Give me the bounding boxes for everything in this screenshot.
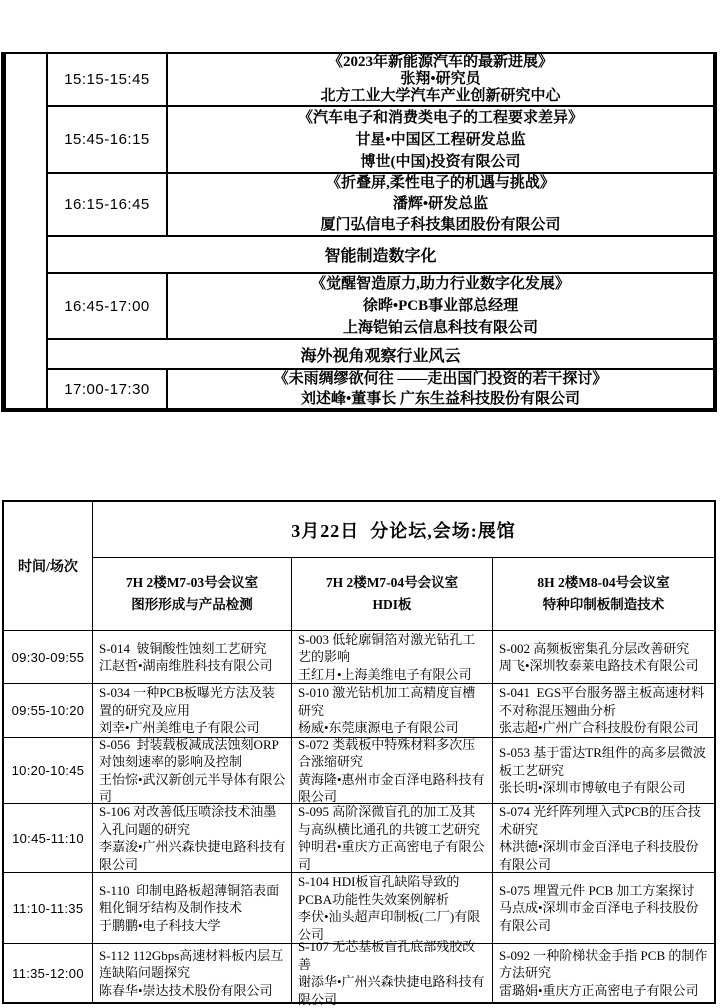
paper-title: S-104 HDI板盲孔缺陷导致的PCBA功能性失效案例解析	[298, 874, 460, 907]
paper-title: S-002 高频板密集孔分层改善研究	[499, 640, 690, 656]
paper-cell	[493, 872, 714, 943]
session-cell	[168, 105, 713, 172]
paper-title: S-056 封装载板减成法蚀刻ORP对蚀刻速率的影响及控制	[99, 736, 279, 769]
talk-title: 《未雨绸缪欲何往 ——走出国门投资的若干探讨》	[273, 371, 608, 387]
paper-title: S-095 高阶深微盲孔的加工及其与高纵横比通孔的共镀工艺研究	[298, 804, 481, 837]
talk-speaker: 刘述峰•董事长 广东生益科技股份有限公司	[300, 391, 580, 407]
talk-org: 北方工业大学汽车产业创新研究中心	[320, 88, 561, 104]
talk-speaker: 张翔•研究员	[400, 71, 481, 87]
talk-org: 博世(中国)投资有限公司	[360, 153, 521, 170]
paper-presenter: 张长明•深圳市博敏电子有限公司	[499, 780, 686, 796]
paper-presenter: 李伏•汕头超声印制板(二厂)有限公司	[298, 909, 481, 942]
slot-time: 11:35-12:00	[4, 943, 93, 1002]
session-time: 15:15-15:45	[48, 54, 168, 105]
paper-presenter: 谢添华•广州兴森快捷电路科技有限公司	[298, 974, 485, 1007]
slot-time: 09:30-09:55	[4, 630, 93, 683]
forum-title: 3月22日 分论坛,会场:展馆	[93, 502, 714, 558]
talk-title: 《汽车电子和消费类电子的工程要求差异》	[297, 109, 583, 126]
paper-cell	[93, 872, 292, 943]
paper-cell	[292, 630, 493, 683]
talk-speaker: 潘辉•研发总监	[392, 196, 489, 212]
paper-cell	[292, 737, 493, 803]
paper-cell	[93, 630, 292, 683]
paper-title: S-112 112Gbps高速材料板内层互连缺陷问题探究	[99, 947, 284, 981]
talk-speaker: 甘星•中国区工程研发总监	[355, 131, 526, 148]
talk-speaker: 徐晔•PCB事业部总经理	[362, 298, 519, 314]
session-time: 17:00-17:30	[48, 368, 168, 408]
paper-title: S-092 一种阶梯状金手指 PCB 的制作方法研究	[499, 947, 708, 981]
paper-title: S-075 埋置元件 PCB 加工方案探讨	[499, 882, 695, 898]
paper-presenter: 杨威•东莞康源电子有限公司	[298, 720, 459, 736]
session-time: 16:45-17:00	[48, 272, 168, 338]
paper-cell	[93, 737, 292, 803]
afternoon-schedule-table	[1, 52, 717, 412]
paper-presenter: 雷璐娟•重庆方正高密电子有限公司	[499, 982, 699, 998]
paper-cell	[493, 683, 714, 737]
paper-cell	[93, 683, 292, 737]
paper-cell	[292, 939, 493, 1007]
paper-cell	[292, 683, 493, 737]
paper-cell	[292, 872, 493, 943]
session-cell	[168, 54, 713, 105]
room-topic: 图形形成与产品检测	[131, 597, 253, 612]
room-topic: 特种印制板制造技术	[542, 597, 665, 612]
paper-title: S-072 类载板中特殊材料多次压合涨缩研究	[298, 736, 476, 769]
paper-presenter: 王怡悰•武汉新创元半导体有限公司	[99, 771, 286, 804]
room-topic: HDI板	[372, 597, 412, 612]
paper-title: S-110 印制电路板超薄铜箔表面粗化铜牙结构及制作技术	[99, 882, 280, 916]
room-name: 7H 2楼M7-04号会议室	[325, 575, 459, 590]
paper-presenter: 陈春华•崇达技术股份有限公司	[99, 982, 273, 998]
talk-title: 《2023年新能源汽车的最新进展》	[327, 54, 553, 70]
paper-presenter: 黄海隆•惠州市金百泽电路科技有限公司	[298, 771, 485, 804]
paper-title: S-034 一种PCB板曝光方法及装置的研究及应用	[99, 685, 275, 718]
slot-time: 09:55-10:20	[4, 683, 93, 737]
schedule-side-column	[6, 54, 48, 408]
paper-title: S-010 激光钻机加工高精度盲槽研究	[298, 685, 476, 718]
track-header-smart-manufacturing: 智能制造数字化	[48, 235, 713, 272]
session-time: 15:45-16:15	[48, 105, 168, 172]
paper-cell	[493, 803, 714, 872]
paper-title: S-041 EGS平台服务器主板高速材料不对称混压翘曲分析	[499, 685, 705, 718]
paper-presenter: 刘幸•广州美维电子有限公司	[99, 720, 260, 736]
room-header-m8-04	[493, 558, 714, 630]
talk-title: 《折叠屏,柔性电子的机遇与挑战》	[326, 175, 555, 191]
slot-time: 11:10-11:35	[4, 872, 93, 943]
paper-cell	[493, 943, 714, 1002]
paper-presenter: 林洪德•深圳市金百泽电子科技股份有限公司	[499, 839, 699, 872]
paper-presenter: 王红月•上海美维电子有限公司	[298, 666, 472, 682]
paper-presenter: 马点成•深圳市金百泽电子科技股份有限公司	[499, 900, 699, 933]
forum-table	[2, 500, 716, 1007]
talk-title: 《觉醒智造原力,助力行业数字化发展》	[311, 276, 570, 292]
paper-presenter: 李嘉浚•广州兴森快捷电路科技有限公司	[99, 839, 286, 872]
corner-time-session-label: 时间/场次	[4, 502, 93, 630]
paper-presenter: 钟明君•重庆方正高密电子有限公司	[298, 839, 485, 872]
session-cell	[168, 368, 713, 408]
room-header-m7-03	[93, 558, 292, 630]
paper-title: S-107 无芯基板盲孔底部残胶改善	[298, 939, 476, 972]
paper-cell	[493, 630, 714, 683]
room-name: 7H 2楼M7-03号会议室	[125, 575, 259, 590]
paper-title: S-074 光纤阵列埋入式PCB的压合技术研究	[499, 804, 701, 837]
paper-cell	[493, 737, 714, 803]
paper-presenter: 周飞•深圳牧泰莱电路技术有限公司	[499, 658, 699, 673]
room-header-m7-04	[292, 558, 493, 630]
paper-presenter: 张志超•广州广合科技股份有限公司	[499, 720, 699, 736]
paper-presenter: 于鹏鹏•电子科技大学	[99, 917, 221, 933]
paper-cell	[93, 943, 292, 1002]
paper-cell	[93, 803, 292, 872]
room-name: 8H 2楼M8-04号会议室	[537, 575, 670, 590]
slot-time: 10:45-11:10	[4, 803, 93, 872]
paper-title: S-014 铍铜酸性蚀刻工艺研究	[99, 640, 267, 656]
paper-cell	[292, 803, 493, 872]
session-cell	[168, 172, 713, 235]
slot-time: 10:20-10:45	[4, 737, 93, 803]
session-time: 16:15-16:45	[48, 172, 168, 235]
talk-org: 厦门弘信电子科技集团股份有限公司	[320, 217, 561, 233]
paper-presenter: 江赵哲•湖南维胜科技有限公司	[99, 658, 273, 673]
session-cell	[168, 272, 713, 338]
paper-title: S-053 基于雷达TR组件的高多层微波板工艺研究	[499, 745, 706, 778]
paper-title: S-003 低轮廓铜箔对激光钻孔工艺的影响	[298, 631, 476, 665]
talk-org: 上海铠铂云信息科技有限公司	[342, 320, 538, 336]
track-header-overseas-view: 海外视角观察行业风云	[48, 338, 713, 368]
paper-title: S-106 对改善低压喷涂技术油墨入孔问题的研究	[99, 804, 277, 837]
